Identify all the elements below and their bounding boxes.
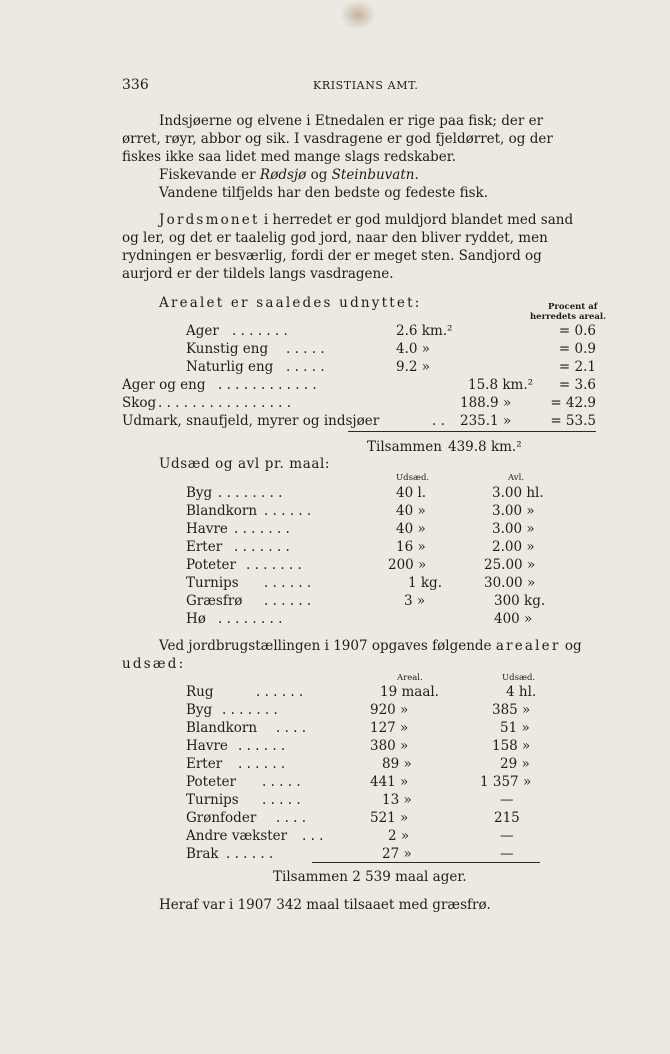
census-row-dots: . . . .: [276, 810, 307, 826]
running-title: KRISTIANS AMT.: [313, 79, 419, 92]
census-row-label: Turnips: [186, 792, 239, 808]
soil-line-2: og ler, og det er taalelig god jord, naar den bliver ryddet, men: [122, 230, 548, 246]
census-row-dots: . . . . . .: [256, 684, 304, 700]
area-row-percent: = 0.6: [558, 323, 596, 339]
census-row-udsaed: 385 »: [492, 702, 531, 718]
census-row-label: Rug: [186, 684, 214, 700]
census-row-areal: 2 »: [388, 828, 410, 844]
intro-line-1: Indsjøerne og elvene i Etnedalen er rige paa fisk; der er: [159, 113, 544, 129]
area-total-rule: [348, 431, 596, 432]
fiskevande-prefix: Fiskevande er: [159, 167, 256, 183]
soil-first-word: Jordsmonet: [159, 212, 260, 228]
closing-sentence: Heraf var i 1907 342 maal tilsaaet med græsfrø.: [159, 897, 491, 913]
seed-row-avl: 30.00 »: [484, 575, 536, 591]
area-row-dots: . . . . .: [286, 341, 325, 357]
area-col-header-2: herredets areal.: [530, 312, 607, 322]
seed-row-avl: 400 »: [494, 611, 533, 627]
seed-row-dots: . . . . . . . .: [218, 611, 283, 627]
area-total-value: 439.8 km.²: [448, 439, 522, 455]
census-row-areal: 380 »: [370, 738, 409, 754]
vandene-line: Vandene tilfjelds har den bedste og fedeste fisk.: [159, 185, 488, 201]
census-line-1-arealer: arealer: [495, 638, 561, 654]
fiskevande-line: [159, 166, 419, 184]
soil-line-4: aurjord er der tildels langs vasdragene.: [122, 266, 394, 282]
seed-row-dots: . . . . . . .: [234, 539, 290, 555]
area-row-dots: . .: [432, 413, 445, 429]
area-row-dots: . . . . .: [286, 359, 325, 375]
area-row-label: Ager: [186, 323, 219, 339]
census-line-1-prefix: Ved jordbrugstællingen i 1907 opgaves følgende: [159, 638, 492, 654]
census-row-dots: . . . . .: [262, 774, 301, 790]
census-row-udsaed: 4 hl.: [506, 684, 537, 700]
seed-row-udsaed: 200 »: [388, 557, 427, 573]
area-row-value: 2.6 km.²: [396, 323, 453, 339]
area-row-percent: = 53.5: [550, 413, 596, 429]
seed-row-avl: 2.00 »: [492, 539, 535, 555]
seed-row-udsaed: 1 kg.: [408, 575, 442, 591]
census-row-label: Blandkorn: [186, 720, 258, 736]
area-row-value: 235.1 »: [460, 413, 512, 429]
seed-row-avl: 3.00 »: [492, 503, 535, 519]
seed-row-label: Havre: [186, 521, 228, 537]
seed-row-udsaed: 3 »: [404, 593, 426, 609]
census-line-1: [159, 637, 582, 655]
seed-row-label: Poteter: [186, 557, 236, 573]
census-row-areal: 127 »: [370, 720, 409, 736]
area-total-label: Tilsammen: [367, 439, 442, 455]
census-row-udsaed: —: [500, 846, 514, 862]
area-row-label: Naturlig eng: [186, 359, 274, 375]
area-row-dots: . . . . . . .: [232, 323, 288, 339]
census-col-udsaed: Udsæd.: [502, 673, 536, 683]
area-row-value: 15.8 km.²: [468, 377, 534, 393]
area-row-label: Kunstig eng: [186, 341, 269, 357]
census-row-udsaed: —: [500, 792, 514, 808]
census-row-label: Havre: [186, 738, 228, 754]
census-row-udsaed: —: [500, 828, 514, 844]
fiskevande-og: og: [310, 167, 328, 183]
seed-row-udsaed: 40 l.: [396, 485, 427, 501]
census-line-2: udsæd:: [122, 656, 186, 672]
soil-line-1: [159, 211, 573, 229]
seed-row-dots: . . . . . . .: [246, 557, 302, 573]
seed-row-dots: . . . . . .: [264, 575, 312, 591]
seed-row-dots: . . . . . . .: [234, 521, 290, 537]
census-row-label: Byg: [186, 702, 213, 718]
soil-line-1-rest: i herredet er god muldjord blandet med sand: [263, 212, 574, 228]
census-row-areal: 27 »: [382, 846, 412, 862]
census-col-areal: Areal.: [397, 673, 423, 683]
census-row-dots: . . . . . . .: [222, 702, 278, 718]
census-row-udsaed: 1 357 »: [480, 774, 532, 790]
census-row-udsaed: 215: [494, 810, 520, 826]
paper-stain: [340, 0, 376, 30]
seed-heading: Udsæd og avl pr. maal:: [159, 456, 331, 472]
area-row-dots: . . . . . . . . . . . .: [218, 377, 317, 393]
seed-row-label: Erter: [186, 539, 223, 555]
census-row-dots: . . . . .: [262, 792, 301, 808]
seed-row-dots: . . . . . .: [264, 593, 312, 609]
soil-line-3: rydningen er besværlig, fordi der er meget sten. Sandjord og: [122, 248, 542, 264]
census-row-dots: . . . .: [276, 720, 307, 736]
seed-row-label: Byg: [186, 485, 213, 501]
census-row-dots: . . . . . .: [238, 738, 286, 754]
seed-row-label: Græsfrø: [186, 593, 243, 609]
area-col-header-1: Procent af: [548, 302, 598, 312]
seed-row-dots: . . . . . .: [264, 503, 312, 519]
seed-row-udsaed: 40 »: [396, 503, 426, 519]
area-row-percent: = 3.6: [558, 377, 596, 393]
census-row-areal: 521 »: [370, 810, 409, 826]
census-row-areal: 920 »: [370, 702, 409, 718]
census-total: Tilsammen 2 539 maal ager.: [273, 869, 467, 885]
area-row-value: 188.9 »: [460, 395, 512, 411]
seed-col-udsaed: Udsæd.: [396, 473, 430, 483]
area-row-label: Udmark, snaufjeld, myrer og indsjøer: [122, 413, 380, 429]
lake-name-rodsjo: Rødsjø: [259, 167, 307, 183]
census-total-rule: [312, 862, 540, 863]
census-row-dots: . . . . . .: [226, 846, 274, 862]
census-row-udsaed: 29 »: [500, 756, 530, 772]
seed-row-avl: 3.00 hl.: [492, 485, 544, 501]
census-row-areal: 19 maal.: [380, 684, 439, 700]
seed-row-label: Blandkorn: [186, 503, 258, 519]
census-row-areal: 13 »: [382, 792, 412, 808]
area-row-label: Ager og eng: [122, 377, 206, 393]
census-line-1-suffix: og: [564, 638, 582, 654]
census-row-areal: 441 »: [370, 774, 409, 790]
intro-line-2: ørret, røyr, abbor og sik. I vasdragene er god fjeldørret, og der: [122, 131, 553, 147]
census-row-label: Andre vækster: [186, 828, 288, 844]
seed-row-label: Turnips: [186, 575, 239, 591]
census-row-label: Erter: [186, 756, 223, 772]
seed-col-avl: Avl.: [508, 473, 525, 483]
census-row-udsaed: 51 »: [500, 720, 530, 736]
seed-row-avl: 25.00 »: [484, 557, 536, 573]
census-row-dots: . . . . . .: [238, 756, 286, 772]
census-row-label: Grønfoder: [186, 810, 257, 826]
seed-row-udsaed: 40 »: [396, 521, 426, 537]
seed-row-udsaed: 16 »: [396, 539, 426, 555]
seed-row-avl: 300 kg.: [494, 593, 546, 609]
area-row-percent: = 2.1: [558, 359, 596, 375]
seed-row-label: Hø: [186, 611, 206, 627]
census-row-udsaed: 158 »: [492, 738, 531, 754]
area-row-value: 4.0 »: [396, 341, 431, 357]
lake-name-steinbuvatn: Steinbuvatn.: [331, 167, 419, 183]
area-row-percent: = 42.9: [550, 395, 596, 411]
page-number: 336: [122, 77, 149, 93]
census-row-label: Brak: [186, 846, 219, 862]
area-row-dots: . . . . . . . . . . . . . . . .: [158, 395, 292, 411]
area-row-label: Skog: [122, 395, 157, 411]
area-heading: Arealet er saaledes udnyttet:: [159, 295, 422, 311]
census-row-dots: . . .: [302, 828, 324, 844]
area-row-value: 9.2 »: [396, 359, 431, 375]
area-row-percent: = 0.9: [558, 341, 596, 357]
intro-line-3: fiskes ikke saa lidet med mange slags redskaber.: [122, 149, 457, 165]
census-row-areal: 89 »: [382, 756, 412, 772]
seed-row-avl: 3.00 »: [492, 521, 535, 537]
seed-row-dots: . . . . . . . .: [218, 485, 283, 501]
census-row-label: Poteter: [186, 774, 236, 790]
